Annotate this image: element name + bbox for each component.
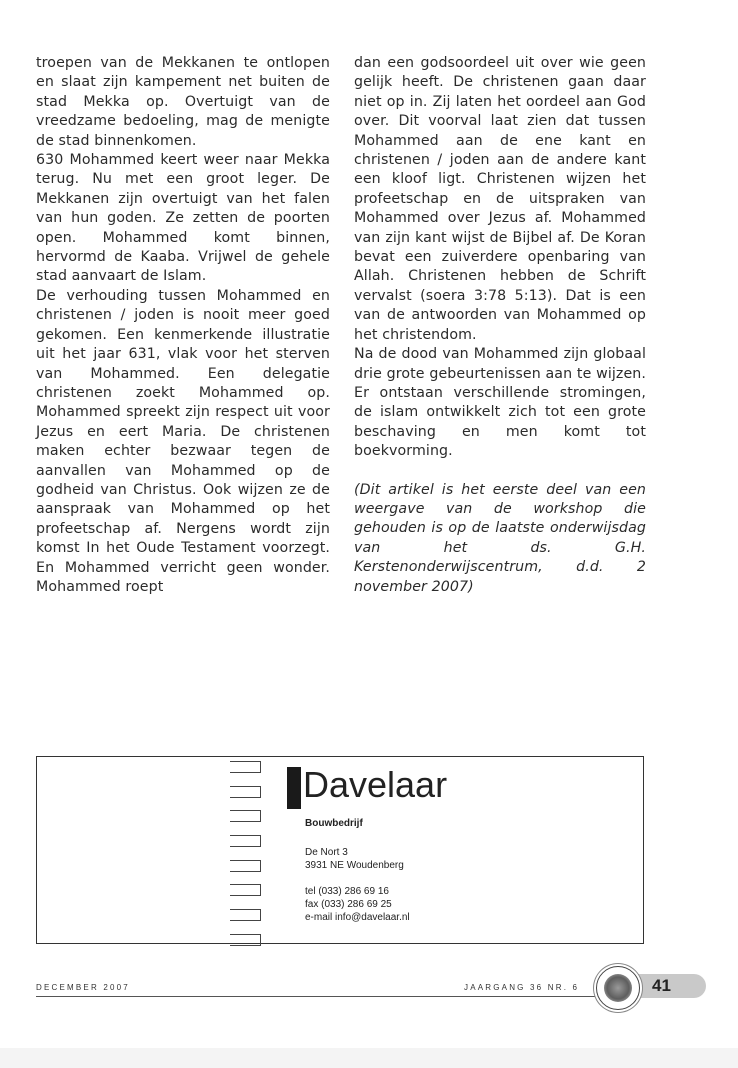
paragraph: troepen van de Mekkanen te ontlopen en slaat zijn kampement net buiten de stad Mekka op. Overtuigt van de vreedzame bedoeling, mag de menigte de stad binnenkomen. bbox=[36, 55, 330, 149]
address-line: 3931 NE Woudenberg bbox=[305, 860, 404, 871]
footer-date: DECEMBER 2007 bbox=[36, 983, 130, 992]
logo-bars-decoration bbox=[230, 761, 262, 959]
phone-number: tel (033) 286 69 16 bbox=[305, 886, 389, 897]
paragraph: 630 Mohammed keert weer naar Mekka terug. Nu met een groot leger. De Mekkanen zijn overtuigt van het falen van hun goden. Ze zetten de poorten open. Mohammed komt binnen, hervormd de Kaaba. Vrijwel de gehele stad aanvaart de Islam. bbox=[36, 152, 330, 285]
article-right-column bbox=[354, 54, 646, 597]
footer-issue: JAARGANG 36 NR. 6 bbox=[464, 983, 580, 992]
company-name: Davelaar bbox=[303, 764, 448, 805]
bar-decoration bbox=[230, 884, 261, 896]
fax-number: fax (033) 286 69 25 bbox=[305, 899, 392, 910]
company-subtitle: Bouwbedrijf bbox=[305, 818, 363, 829]
paragraph: Na de dood van Mohammed zijn globaal drie grote gebeurtenissen aan te wijzen. Er ontstaan verschillende stromingen, de islam ontwikkelt zich tot een grote beschaving en men komt tot boekvorming. bbox=[354, 346, 646, 460]
emblem-seal-icon bbox=[604, 974, 632, 1002]
logo-mark-icon bbox=[287, 767, 301, 809]
bar-decoration bbox=[230, 860, 261, 872]
footer-divider bbox=[36, 996, 596, 997]
bar-decoration bbox=[230, 761, 261, 773]
bar-decoration bbox=[230, 909, 261, 921]
email-address: e-mail info@davelaar.nl bbox=[305, 912, 410, 923]
address-line: De Nort 3 bbox=[305, 847, 348, 858]
page-edge-shade bbox=[0, 1048, 738, 1068]
bar-decoration bbox=[230, 835, 261, 847]
article-note: (Dit artikel is het eerste deel van een weergave van de workshop die gehouden is op de laatste onderwijsdag van het ds. G.H. Kerstenonderwijscentrum, d.d. 2 november 2007) bbox=[354, 481, 646, 595]
article-left-column bbox=[36, 54, 330, 597]
emblem-icon bbox=[596, 966, 640, 1010]
paragraph: dan een godsoordeel uit over wie geen gelijk heeft. De christenen gaan daar niet op in. Zij laten het oordeel aan God over. Dit voorval laat zien dat tussen Mohammed aan de ene kant en christenen / joden aan de andere kant een kloof ligt. Christenen wijzen het profeetschap en de uitspraken van Mohammed over Jezus af. Mohammed van zijn kant wijst de Bijbel af. De Koran bevat een zuiverdere openbaring van Allah. Christenen hebben de Schrift vervalst (soera 3:78 5:13). Dat is een van de antwoorden van Mohammed op het christendom. bbox=[354, 55, 646, 343]
bar-decoration bbox=[230, 786, 261, 798]
bar-decoration bbox=[230, 934, 261, 946]
page-number: 41 bbox=[652, 976, 671, 995]
paragraph: De verhouding tussen Mohammed en christenen / joden is nooit meer goed gekomen. Een kenmerkende illustratie uit het jaar 631, vlak voor het sterven van Mohammed. Een delegatie christenen zoekt Mohammed op. Mohammed spreekt zijn respect uit voor Jezus en eert Maria. De christenen maken echter bezwaar tegen de aanvallen van Mohammed op de godheid van Christus. Ook wijzen ze de aanspraak van Mohammed op het profeetschap af. Nergens wordt zijn komst In het Oude Testament voorzegt. En Mohammed verricht geen wonder. Mohammed roept bbox=[36, 287, 330, 595]
bar-decoration bbox=[230, 810, 261, 822]
advertisement-box bbox=[36, 756, 644, 944]
